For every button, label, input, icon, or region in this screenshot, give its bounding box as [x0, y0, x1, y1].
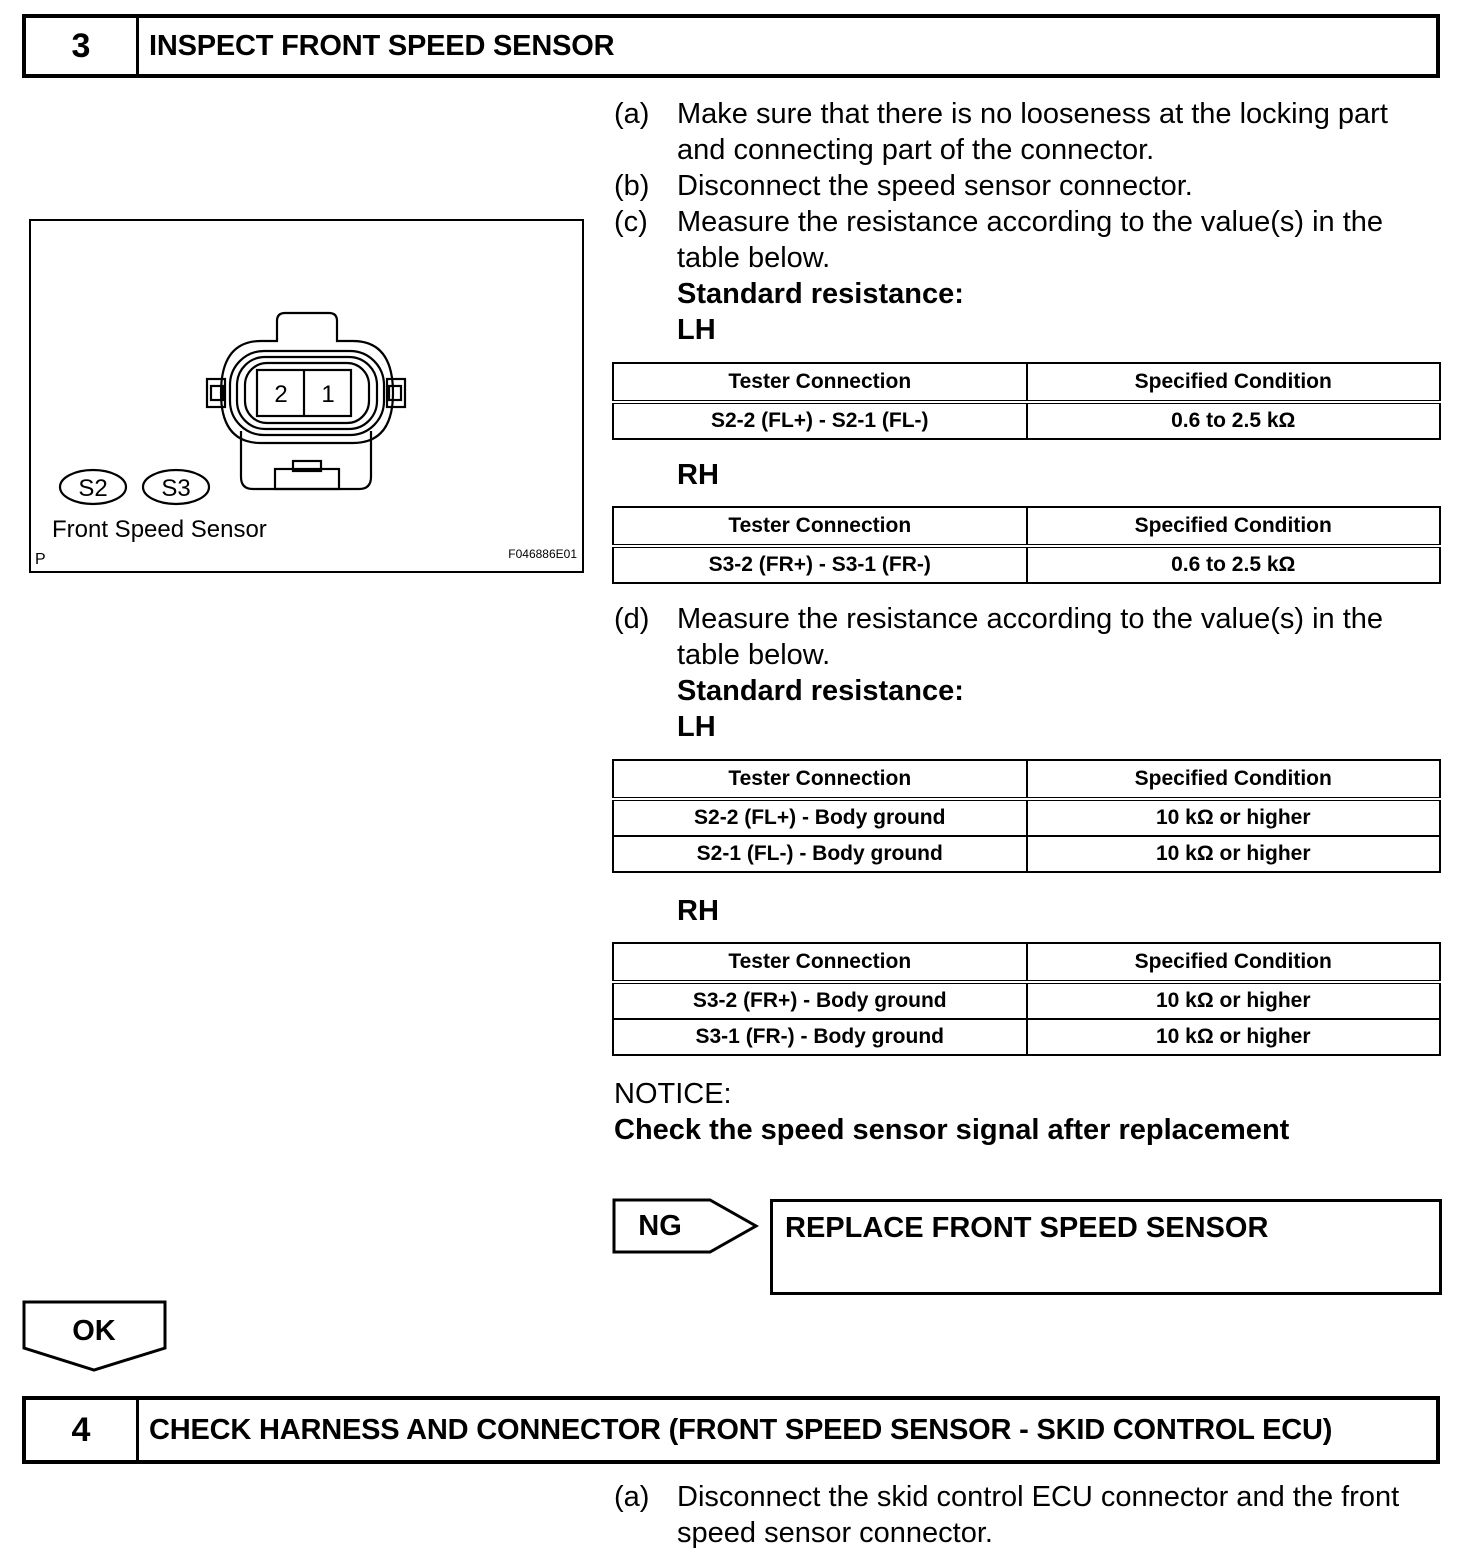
table-row — [613, 836, 1440, 872]
table-cell: S2-2 (FL+) - Body ground — [613, 799, 1027, 836]
item-label: (a) — [614, 98, 650, 130]
connector-drawing — [31, 221, 582, 571]
pin-1-label: 1 — [321, 381, 335, 408]
table-row — [613, 1019, 1440, 1055]
step-number: 3 — [26, 18, 139, 74]
ok-label: OK — [72, 1315, 116, 1347]
item-text-line: Measure the resistance according to the value(s) in the — [677, 206, 1384, 238]
connector-tag-s2: S2 — [78, 475, 108, 502]
connector-figure — [29, 219, 584, 573]
table-header: Tester Connection — [613, 760, 1027, 799]
table-row — [613, 546, 1440, 583]
item-text-line: Measure the resistance according to the value(s) in the — [677, 603, 1384, 635]
table-header: Tester Connection — [613, 363, 1027, 402]
table-header: Specified Condition — [1027, 760, 1441, 799]
standard-resistance-label: Standard resistance: — [677, 278, 964, 310]
rh-label: RH — [677, 459, 719, 491]
connector-tag-s3: S3 — [161, 475, 191, 502]
standard-resistance-label: Standard resistance: — [677, 675, 964, 707]
notice-title: NOTICE: — [614, 1078, 732, 1110]
lh-label: LH — [677, 314, 716, 346]
item-label: (a) — [614, 1481, 650, 1513]
item-text-line: table below. — [677, 639, 831, 671]
table-row — [613, 799, 1440, 836]
table-header: Tester Connection — [613, 507, 1027, 546]
table-cell: 10 kΩ or higher — [1027, 799, 1441, 836]
resistance-table-c-rh — [612, 506, 1441, 584]
item-text-line: table below. — [677, 242, 831, 274]
table-cell: 0.6 to 2.5 kΩ — [1027, 402, 1441, 439]
item-text-line: speed sensor connector. — [677, 1517, 993, 1549]
table-row — [613, 402, 1440, 439]
ng-label: NG — [638, 1210, 682, 1242]
instruction-b — [614, 168, 1454, 204]
instruction-4a — [614, 1479, 1454, 1551]
ok-arrow — [22, 1300, 168, 1374]
table-header: Tester Connection — [613, 943, 1027, 982]
table-row — [613, 982, 1440, 1019]
item-label: (c) — [614, 206, 648, 238]
figure-caption: Front Speed Sensor — [52, 516, 267, 543]
instruction-a — [614, 96, 1454, 168]
table-cell: S2-2 (FL+) - S2-1 (FL-) — [613, 402, 1027, 439]
step-number: 4 — [26, 1400, 139, 1460]
table-cell: S3-2 (FR+) - Body ground — [613, 982, 1027, 1019]
instruction-d — [614, 601, 1454, 745]
table-cell: 10 kΩ or higher — [1027, 1019, 1441, 1055]
item-text-line: Make sure that there is no looseness at the locking part — [677, 98, 1388, 130]
table-cell: 10 kΩ or higher — [1027, 982, 1441, 1019]
table-cell: S3-2 (FR+) - S3-1 (FR-) — [613, 546, 1027, 583]
step-3-header — [22, 14, 1440, 78]
notice-text: Check the speed sensor signal after replacement — [614, 1114, 1290, 1146]
ng-action-text: REPLACE FRONT SPEED SENSOR — [785, 1212, 1269, 1244]
resistance-table-c-lh — [612, 362, 1441, 440]
lh-label: LH — [677, 711, 716, 743]
table-cell: S2-1 (FL-) - Body ground — [613, 836, 1027, 872]
figure-corner-mark: P — [35, 551, 46, 568]
step-title: CHECK HARNESS AND CONNECTOR (FRONT SPEED SENSOR - SKID CONTROL ECU) — [149, 1413, 1333, 1446]
item-text-line: and connecting part of the connector. — [677, 134, 1155, 166]
ng-arrow — [612, 1197, 762, 1257]
table-cell: 10 kΩ or higher — [1027, 836, 1441, 872]
table-header: Specified Condition — [1027, 507, 1441, 546]
figure-code: F046886E01 — [508, 547, 577, 561]
item-text-line: Disconnect the skid control ECU connector and the front — [677, 1481, 1400, 1513]
ng-action-box — [770, 1199, 1442, 1295]
pin-2-label: 2 — [274, 381, 288, 408]
resistance-table-d-rh — [612, 942, 1441, 1056]
step-4-header — [22, 1396, 1440, 1464]
instruction-c — [614, 204, 1454, 348]
item-label: (b) — [614, 170, 650, 202]
rh-label: RH — [677, 895, 719, 927]
table-cell: 0.6 to 2.5 kΩ — [1027, 546, 1441, 583]
resistance-table-d-lh — [612, 759, 1441, 873]
item-text-line: Disconnect the speed sensor connector. — [677, 170, 1193, 202]
item-label: (d) — [614, 603, 650, 635]
step-title: INSPECT FRONT SPEED SENSOR — [149, 29, 615, 62]
table-header: Specified Condition — [1027, 943, 1441, 982]
table-cell: S3-1 (FR-) - Body ground — [613, 1019, 1027, 1055]
table-header: Specified Condition — [1027, 363, 1441, 402]
